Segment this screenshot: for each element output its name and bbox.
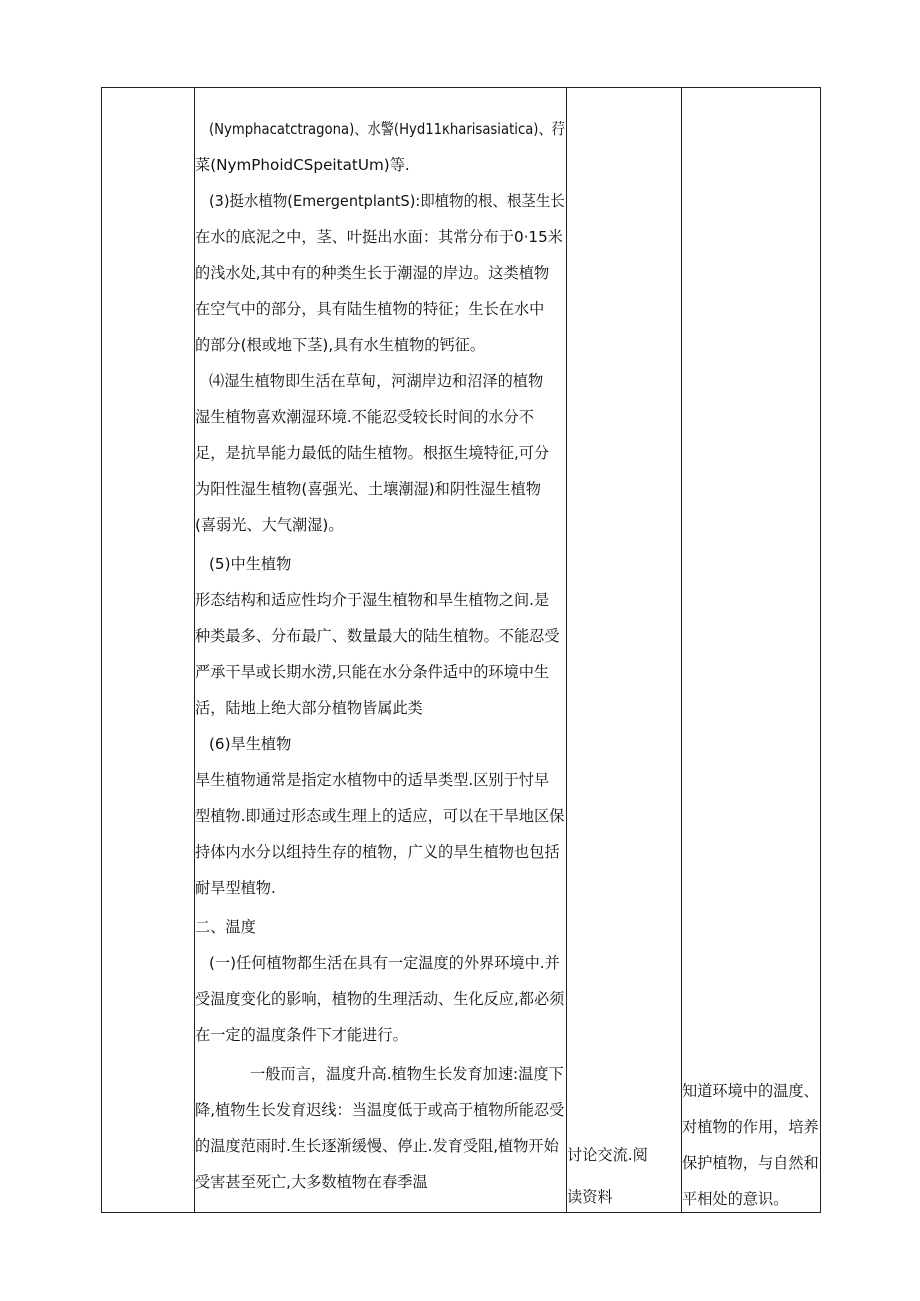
- content-line: 持体内水分以组持生存的植物，广义的旱生植物也包括: [195, 843, 560, 861]
- content-line: 的浅水处,其中有的种类生长于潮湿的岸边。这类植物: [195, 264, 550, 282]
- content-line: 足，是抗旱能力最低的陆生植物。根抠生境特征,可分: [195, 444, 550, 462]
- content-column: [195, 88, 567, 1213]
- content-line: 的部分(根或地下茎),具有水生植物的钙征。: [195, 336, 486, 354]
- goal-column: [682, 88, 821, 1213]
- content-line: 种类最多、分布最广、数量最大的陆生植物。不能忍受: [195, 627, 560, 645]
- content-line: 耐旱型植物.: [195, 879, 276, 897]
- method-column: [567, 88, 682, 1213]
- content-line: 的温度范雨时.生长逐渐缓慢、停止.发育受阻,植物开始: [195, 1137, 559, 1155]
- content-line: (6)旱生植物: [209, 735, 292, 753]
- content-line: 活，陆地上绝大部分植物皆属此类: [195, 699, 423, 717]
- lesson-table: [101, 87, 821, 1213]
- content-line: 在水的底泥之中，茎、叶挺出水面：其常分布于0·15米: [195, 228, 563, 246]
- goal-line: 知道环境中的温度、: [682, 1082, 819, 1100]
- content-line: 降,植物生长发育迟线：当温度低于或高于植物所能忍受: [195, 1101, 565, 1119]
- goal-line: 平相处的意识。: [682, 1190, 789, 1208]
- content-line: 形态结构和适应性均介于湿生植物和旱生植物之间.是: [195, 591, 550, 609]
- content-line: (一)任何植物都生活在具有一定温度的外界环境中.并: [209, 954, 560, 972]
- content-line: 受害甚至死亡,大多数植物在春季温: [195, 1173, 428, 1191]
- content-line: 受温度变化的影响，植物的生理活动、生化反应,都必须: [195, 990, 565, 1008]
- table-row: [102, 88, 821, 1213]
- method-line: 讨论交流.阅: [567, 1146, 648, 1164]
- content-line: 二、温度: [195, 918, 256, 936]
- goal-line: 保护植物，与自然和: [682, 1154, 819, 1172]
- content-line: (Nymphacatctragona)、水警(Hyd11κharisasiatica)、荇: [209, 120, 565, 138]
- content-line: 一般而言，温度升高.植物生长发育加速:温度下: [250, 1065, 564, 1083]
- method-line: 读资料: [567, 1188, 613, 1206]
- content-line: 菜(NymPhoidCSpeitatUm)等.: [195, 156, 410, 174]
- content-line: 在一定的温度条件下才能进行。: [195, 1026, 408, 1044]
- content-line: (喜弱光、大气潮湿)。: [195, 516, 344, 534]
- content-line: 型植物.即通过形态或生理上的适应，可以在干旱地区保: [195, 807, 565, 825]
- goal-line: 对植物的作用，培养: [682, 1118, 819, 1136]
- content-line: 在空气中的部分，具有陆生植物的特征；生长在水中: [195, 300, 545, 318]
- content-line: 旱生植物通常是指定水植物中的适旱类型.区别于忖早: [195, 771, 550, 789]
- content-line: 严承干旱或长期水涝,只能在水分条件适中的环境中生: [195, 663, 550, 681]
- content-line: 为阳性湿生植物(喜强光、土壤潮湿)和阴性湿生植物: [195, 480, 541, 498]
- content-line: (3)挺水植物(EmergentplantS):即植物的根、根茎生长: [209, 192, 565, 210]
- content-line: ⑷湿生植物即生活在草甸，河湖岸边和沼泽的植物: [209, 372, 544, 390]
- content-line: (5)中生植物: [209, 555, 292, 573]
- content-line: 湿生植物喜欢潮湿环境.不能忍受较长时间的水分不: [195, 408, 534, 426]
- stage-column: [102, 88, 195, 1213]
